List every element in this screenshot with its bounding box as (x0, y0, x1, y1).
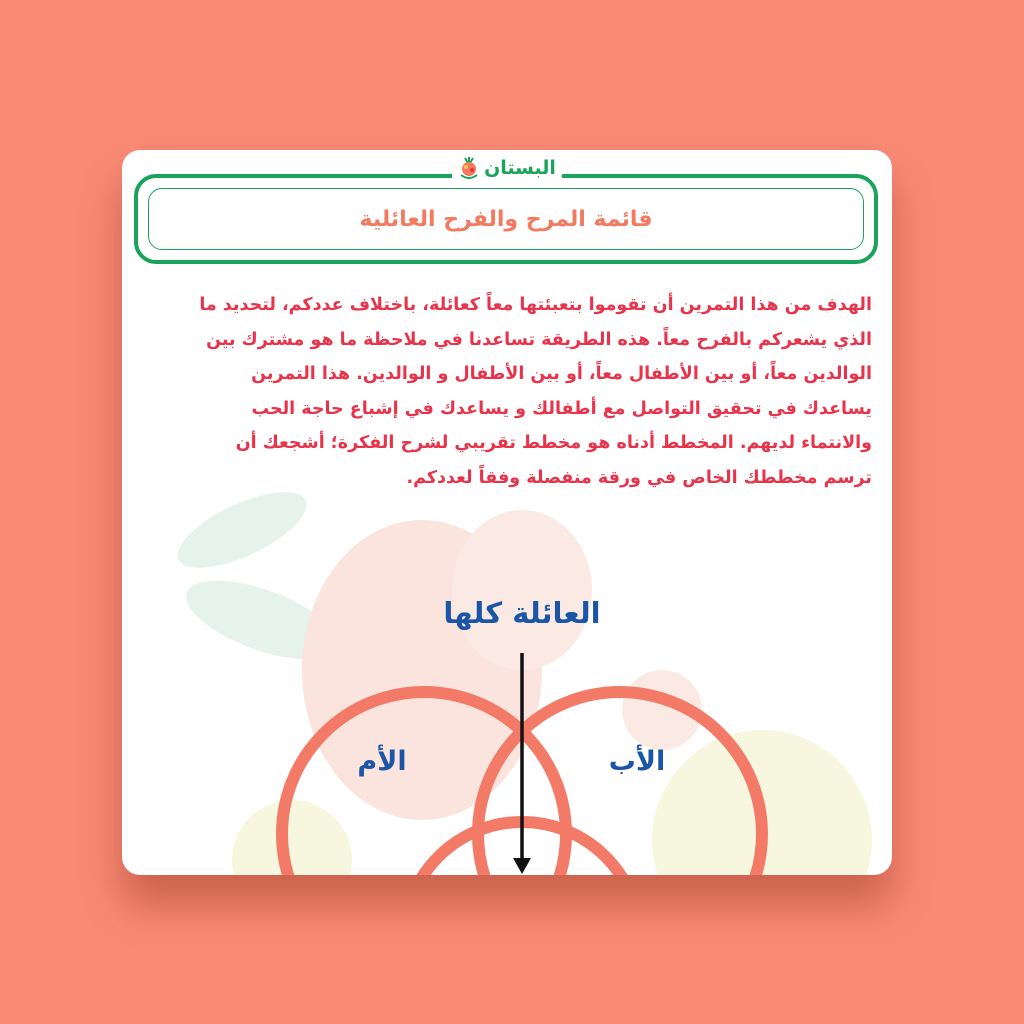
brand-logo (122, 156, 892, 180)
father-label: الأب (608, 746, 666, 777)
page-title: قائمة المرح والفرح العائلية (359, 206, 653, 232)
venn-diagram (122, 150, 892, 875)
mother-label: الأم (357, 746, 407, 777)
arrow-head (513, 858, 531, 874)
whole-family-label: العائلة كلها (443, 596, 601, 630)
intro-paragraph: الهدف من هذا التمرين أن تقوموا بتعبئتها معاً كعائلة، باختلاف عددكم، لتحديد ما الذي يشعركم بالفرح معاً. هذه الطريقة تساعدنا في ملاحظة ما هو مشترك بين الوالدين معاً، أو بين الأطفال معاً، أو بين الأطفال و الوالدين. هذا التمرين يساعدك في تحقيق التواصل مع أطفالك و يساعدك في إشباع حاجة الحب والانتماء لديهم. المخطط أدناه هو مخطط تقريبي لشرح الفكرة؛ أشجعك أن ترسم مخططك الخاص في ورقة منفصلة وفقاً لعددكم. (199, 295, 872, 488)
brand-name: البستان (484, 157, 556, 179)
content-card (122, 150, 892, 875)
fruit-basket-logo-icon (458, 156, 480, 180)
